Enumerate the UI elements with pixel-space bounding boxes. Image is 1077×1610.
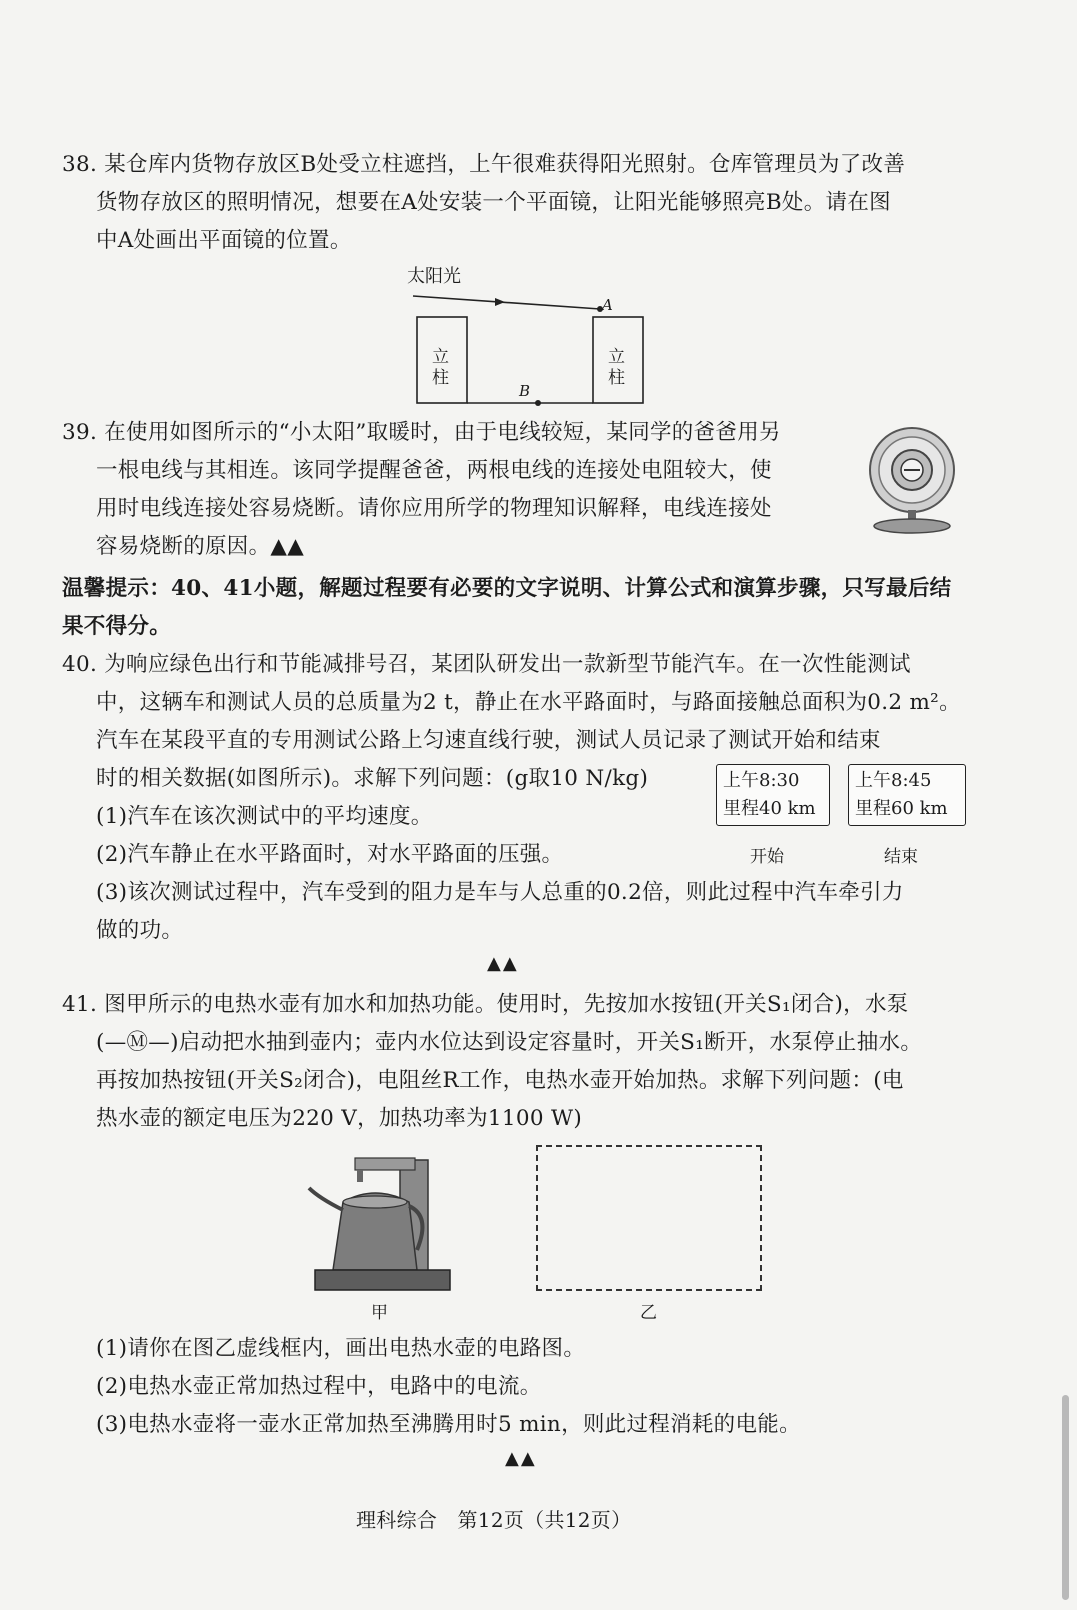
end-record-box [848,764,966,826]
q40-line-3: 汽车在某段平直的专用测试公路上匀速直线行驶，测试人员记录了测试开始和结束 [96,728,881,753]
start-record-box [716,764,830,826]
q40-sub-2: (2)汽车静止在水平路面时，对水平路面的压强。 [96,842,564,867]
q40-sub-1: (1)汽车在该次测试中的平均速度。 [96,804,433,829]
heater-image [865,420,960,540]
right-pillar-char-2: 柱 [608,368,625,388]
q41-sub-3: (3)电热水壶将一壶水正常加热至沸腾用时5 min，则此过程消耗的电能。 [96,1412,801,1437]
q39-line-4: 容易烧断的原因。▲▲ [96,534,305,559]
q41-sub-2: (2)电热水壶正常加热过程中，电路中的电流。 [96,1374,542,1399]
q40-answer-mark: ▲▲ [487,953,519,974]
q41-line-2: (—Ⓜ—)启动把水抽到壶内；壶内水位达到设定容量时，开关S₁断开，水泵停止抽水。 [96,1030,923,1055]
page-footer: 理科综合 第12页（共12页） [356,1508,632,1532]
q41-line-4: 热水壶的额定电压为220 V，加热功率为1100 W) [96,1106,583,1131]
sunlight-label: 太阳光 [407,266,461,287]
q38-line-1: 38. 某仓库内货物存放区B处受立柱遮挡，上午很难获得阳光照射。仓库管理员为了改善 [62,152,906,177]
q41-line-1: 41. 图甲所示的电热水壶有加水和加热功能。使用时，先按加水按钮(开关S₁闭合)，水泵 [62,992,909,1017]
q38-figure [395,262,665,412]
q40-line-2: 中，这辆车和测试人员的总质量为2 t，静止在水平路面时，与路面接触总面积为0.2 m²。 [96,690,961,715]
scrollbar-thumb[interactable] [1062,1395,1069,1600]
q38-line-2: 货物存放区的照明情况，想要在A处安装一个平面镜，让阳光能够照亮B处。请在图 [96,190,891,215]
point-b-label: B [519,382,531,400]
q40-sub-3-cont: 做的功。 [96,918,184,943]
figure-a-caption: 甲 [371,1303,388,1323]
q39-line-3: 用时电线连接处容易烧断。请你应用所学的物理知识解释，电线连接处 [96,496,772,521]
q39-line-1: 39. 在使用如图所示的“小太阳”取暖时，由于电线较短，某同学的爸爸用另 [62,420,781,445]
q41-line-3: 再按加热按钮(开关S₂闭合)，电阻丝R工作，电热水壶开始加热。求解下列问题：(电 [96,1068,904,1093]
point-a-label: A [602,296,613,314]
q41-answer-mark: ▲▲ [505,1448,537,1469]
circuit-answer-box [536,1145,762,1291]
point-b-dot [535,400,541,406]
start-time: 上午8:30 [723,770,800,791]
ray-arrow-icon [495,298,505,306]
q40-line-4: 时的相关数据(如图所示)。求解下列问题：(g取10 N/kg) [96,766,649,791]
tip-line-2: 果不得分。 [62,614,172,639]
figure-b-caption: 乙 [640,1303,657,1323]
end-caption: 结束 [884,847,918,867]
q38-line-3: 中A处画出平面镜的位置。 [96,228,352,253]
q39-line-2: 一根电线与其相连。该同学提醒爸爸，两根电线的连接处电阻较大，使 [96,458,772,483]
end-time: 上午8:45 [855,770,932,791]
left-pillar-char-1: 立 [432,347,449,367]
sunlight-ray [413,296,600,309]
tip-line-1: 温馨提示：40、41小题，解题过程要有必要的文字说明、计算公式和演算步骤，只写最后结 [62,576,952,601]
q40-sub-3: (3)该次测试过程中，汽车受到的阻力是车与人总重的0.2倍，则此过程中汽车牵引力 [96,880,904,905]
left-pillar-label [432,347,449,389]
start-mileage: 里程40 km [723,798,816,819]
kettle-image [305,1150,455,1295]
q41-sub-1: (1)请你在图乙虚线框内，画出电热水壶的电路图。 [96,1336,586,1361]
end-mileage: 里程60 km [855,798,948,819]
q40-line-1: 40. 为响应绿色出行和节能减排号召，某团队研发出一款新型节能汽车。在一次性能测试 [62,652,911,677]
right-pillar-label [608,347,625,389]
right-pillar-char-1: 立 [608,347,625,367]
start-caption: 开始 [750,847,784,867]
left-pillar-char-2: 柱 [432,368,449,388]
